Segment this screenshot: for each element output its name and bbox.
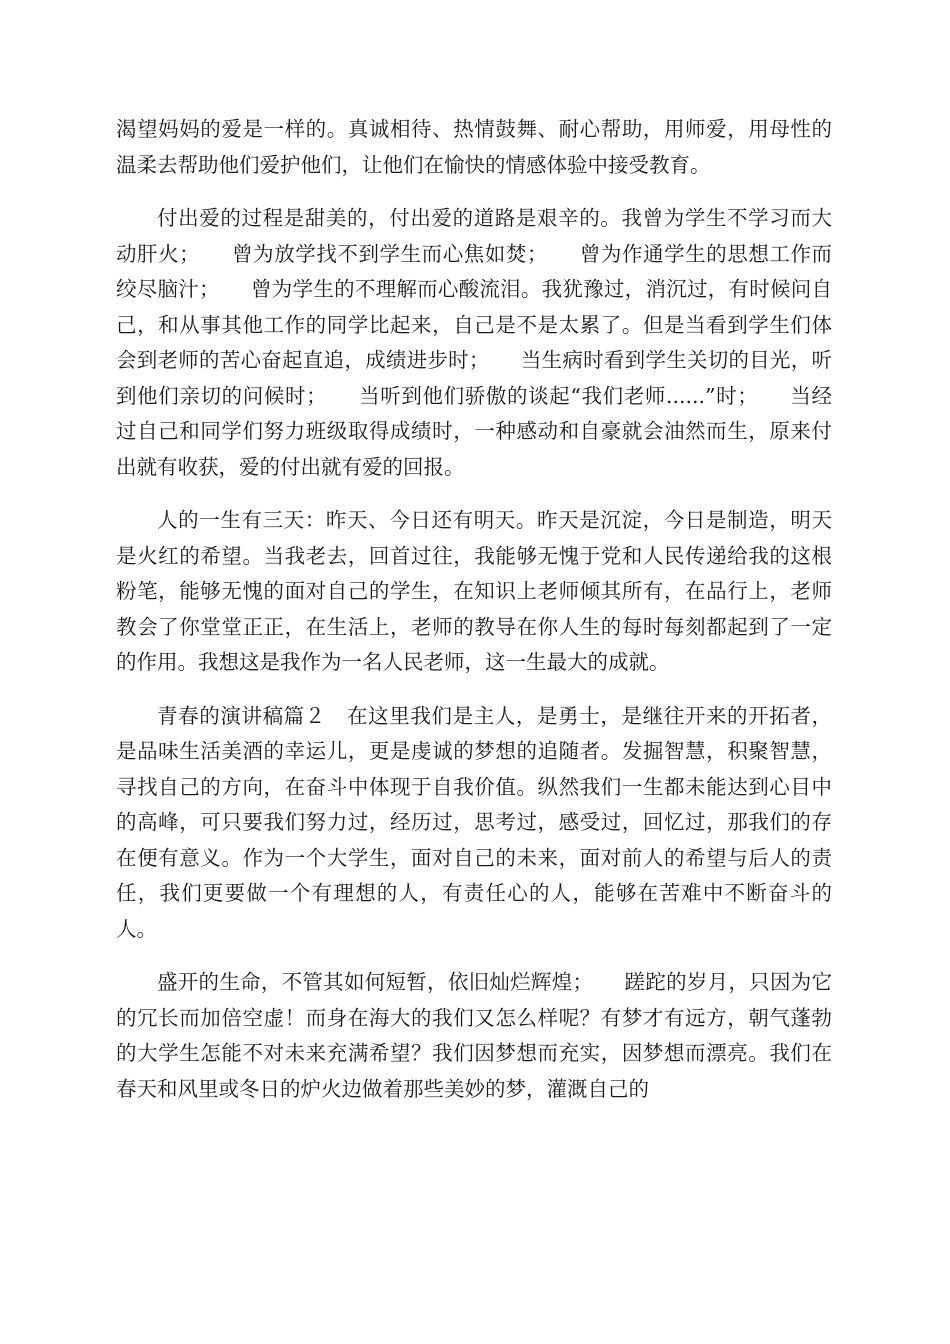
paragraph-4: 青春的演讲稿篇２ 在这里我们是主人，是勇士，是继往开来的开拓者，是品味生活美酒的幸运儿，更是虔诚的梦想的追随者。发掘智慧，积聚智慧，寻找自己的方向，在奋斗中体现于自我价值。纵然我们一生都未能达到心目中的高峰，可只要我们努力过，经历过，思考过，感受过，回忆过，那我们的存在便有意义。作为一个大学生，面对自己的未来，面对前人的希望与后人的责任，我们更要做一个有理想的人，有责任心的人，能够在苦难中不断奋斗的人。 [116, 703, 832, 941]
document-body [116, 112, 832, 1125]
paragraph-2: 付出爱的过程是甜美的，付出爱的道路是艰辛的。我曾为学生不学习而大动肝火； 曾为放学找不到学生而心焦如焚； 曾为作通学生的思想工作而绞尽脑汁； 曾为学生的不理解而心酸流泪。我犹豫过，消沉过，有时候问自己，和从事其他工作的同学比起来，自己是不是太累了。但是当看到学生们体会到老师的苦心奋起直追，成绩进步时； 当生病时看到学生关切的目光，听到他们亲切的问候时； 当听到他们骄傲的谈起“我们老师......”时； 当经过自己和同学们努力班级取得成绩时，一种感动和自豪就会油然而生，原来付出就有收获，爱的付出就有爱的回报。 [116, 206, 832, 479]
paragraph-1: 渴望妈妈的爱是一样的。真诚相待、热情鼓舞、耐心帮助，用师爱，用母性的温柔去帮助他们爱护他们，让他们在愉快的情感体验中接受教育。 [116, 117, 832, 177]
paragraph-5: 盛开的生命，不管其如何短暂，依旧灿烂辉煌； 蹉跎的岁月，只因为它的冗长而加倍空虚！而身在海大的我们又怎么样呢？有梦才有远方，朝气蓬勃的大学生怎能不对未来充满希望？我们因梦想而充实，因梦想而漂亮。我们在春天和风里或冬日的炉火边做着那些美妙的梦，灌溉自己的 [116, 970, 832, 1101]
paragraph-3: 人的一生有三天：昨天、今日还有明天。昨天是沉淀，今日是制造，明天是火红的希望。当我老去，回首过往，我能够无愧于党和人民传递给我的这根粉笔，能够无愧的面对自己的学生，在知识上老师倾其所有，在品行上，老师教会了你堂堂正正，在生活上，老师的教导在你人生的每时每刻都起到了一定的作用。我想这是我作为一名人民老师，这一生最大的成就。 [116, 508, 832, 674]
